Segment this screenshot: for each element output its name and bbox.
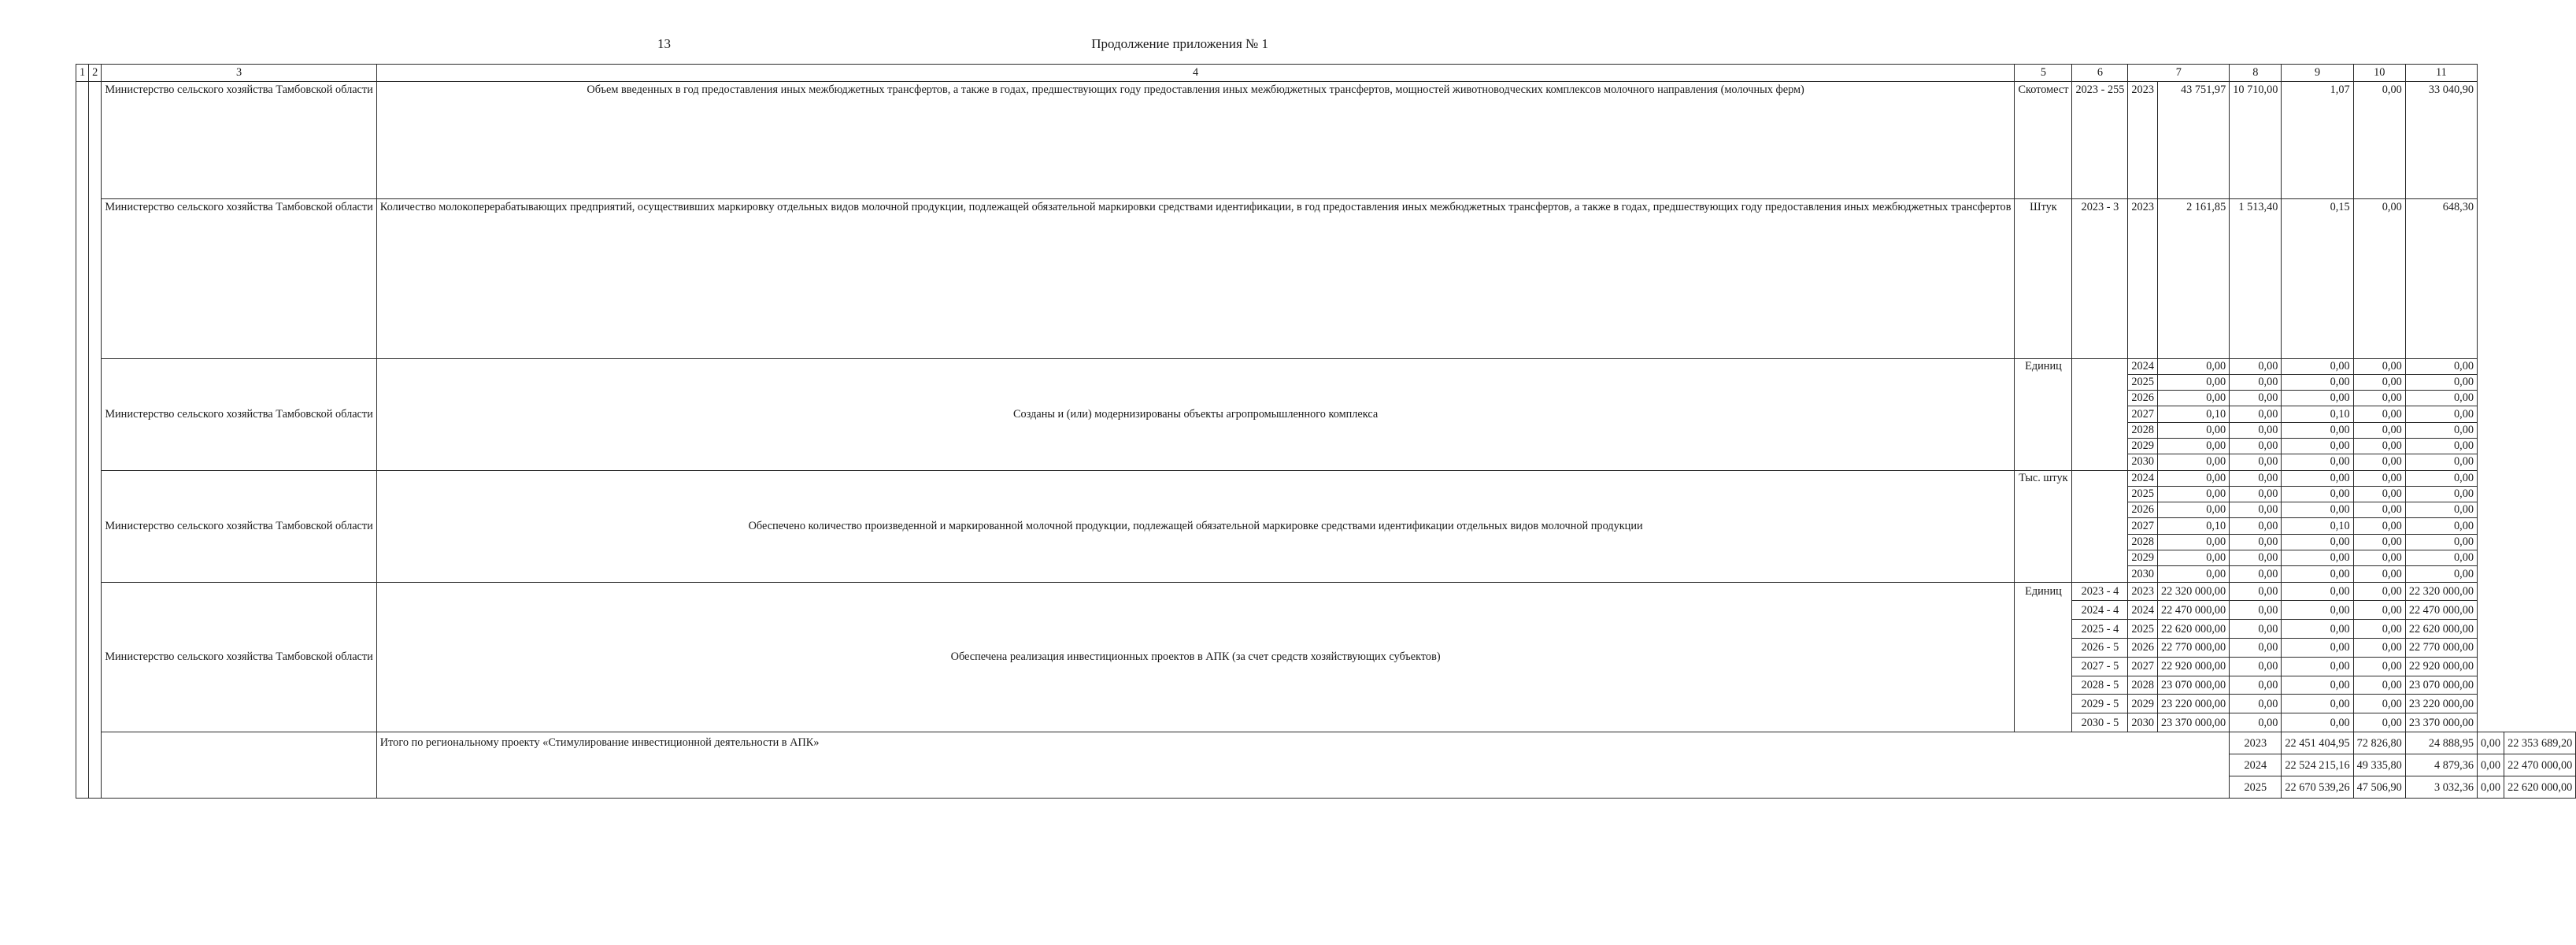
total-col7: 22 524 215,16 [2282, 754, 2353, 776]
value-col8: 0,00 [2230, 502, 2282, 518]
value-col8: 0,00 [2230, 406, 2282, 422]
unit-cell: Единиц [2015, 582, 2072, 732]
value-col11: 0,00 [2405, 406, 2477, 422]
value-col8: 0,00 [2230, 582, 2282, 601]
value-col7: 0,00 [2158, 422, 2230, 438]
year-cell: 2024 [2128, 358, 2158, 374]
org-cell: Министерство сельского хозяйства Тамбовской области [102, 470, 376, 582]
col-header-10: 10 [2353, 65, 2405, 82]
total-col7: 22 670 539,26 [2282, 776, 2353, 799]
indicator-cell: Обеспечено количество произведенной и маркированной молочной продукции, подлежащей обязательной маркировке средствами идентификации отдельных видов молочной продукции [376, 470, 2015, 582]
target-cell: 2027 - 5 [2072, 657, 2128, 676]
value-col11: 0,00 [2405, 374, 2477, 390]
cell-col1-blank [76, 81, 89, 799]
continuation-label: Продолжение приложения № 1 [1091, 36, 1268, 51]
value-col7: 22 320 000,00 [2158, 582, 2230, 601]
year-cell: 2026 [2128, 391, 2158, 406]
value-col9: 0,00 [2282, 422, 2353, 438]
column-number-row [76, 65, 2576, 82]
value-col8: 10 710,00 [2230, 81, 2282, 198]
year-cell: 2028 [2128, 676, 2158, 695]
value-col10: 0,00 [2353, 470, 2405, 486]
indicator-cell: Созданы и (или) модернизированы объекты агропромышленного комплекса [376, 358, 2015, 470]
unit-cell: Штук [2015, 198, 2072, 358]
col-header-3: 3 [102, 65, 376, 82]
page-number: 13 [657, 36, 671, 51]
unit-cell: Тыс. штук [2015, 470, 2072, 582]
value-col10: 0,00 [2353, 695, 2405, 713]
value-col8: 0,00 [2230, 454, 2282, 470]
value-col7: 0,00 [2158, 374, 2230, 390]
unit-cell: Скотомест [2015, 81, 2072, 198]
value-col8: 0,00 [2230, 438, 2282, 454]
cell-col2-blank [89, 81, 102, 799]
value-col9: 0,00 [2282, 502, 2353, 518]
value-col10: 0,00 [2353, 454, 2405, 470]
year-cell: 2024 [2128, 470, 2158, 486]
value-col9: 0,00 [2282, 454, 2353, 470]
value-col7: 22 620 000,00 [2158, 620, 2230, 639]
target-cell: 2023 - 3 [2072, 198, 2128, 358]
year-cell: 2028 [2128, 534, 2158, 550]
table-row [76, 198, 2576, 358]
total-col10: 0,00 [2478, 776, 2504, 799]
year-cell: 2023 [2230, 732, 2282, 754]
value-col7: 23 220 000,00 [2158, 695, 2230, 713]
value-col8: 0,00 [2230, 358, 2282, 374]
value-col9: 0,10 [2282, 406, 2353, 422]
value-col10: 0,00 [2353, 657, 2405, 676]
value-col11: 0,00 [2405, 518, 2477, 534]
total-col1-blank [102, 732, 376, 799]
year-cell: 2027 [2128, 518, 2158, 534]
value-col7: 43 751,97 [2158, 81, 2230, 198]
value-col10: 0,00 [2353, 601, 2405, 620]
value-col11: 22 320 000,00 [2405, 582, 2477, 601]
value-col7: 0,00 [2158, 550, 2230, 566]
value-col10: 0,00 [2353, 358, 2405, 374]
col-header-8: 8 [2230, 65, 2282, 82]
target-cell: 2023 - 4 [2072, 582, 2128, 601]
value-col11: 33 040,90 [2405, 81, 2477, 198]
value-col11: 0,00 [2405, 486, 2477, 502]
value-col9: 0,00 [2282, 534, 2353, 550]
value-col8: 0,00 [2230, 486, 2282, 502]
year-cell: 2028 [2128, 422, 2158, 438]
value-col8: 0,00 [2230, 374, 2282, 390]
target-cell: 2026 - 5 [2072, 639, 2128, 658]
year-cell: 2027 [2128, 657, 2158, 676]
value-col10: 0,00 [2353, 438, 2405, 454]
year-cell: 2023 [2128, 81, 2158, 198]
value-col11: 648,30 [2405, 198, 2477, 358]
value-col8: 0,00 [2230, 391, 2282, 406]
value-col11: 0,00 [2405, 550, 2477, 566]
value-col9: 0,15 [2282, 198, 2353, 358]
value-col7: 0,00 [2158, 358, 2230, 374]
value-col7: 0,10 [2158, 406, 2230, 422]
value-col7: 0,00 [2158, 391, 2230, 406]
value-col11: 23 070 000,00 [2405, 676, 2477, 695]
value-col9: 0,00 [2282, 657, 2353, 676]
value-col9: 0,00 [2282, 438, 2353, 454]
col-header-5: 5 [2015, 65, 2072, 82]
col-header-7: 7 [2128, 65, 2230, 82]
value-col8: 0,00 [2230, 470, 2282, 486]
year-cell: 2030 [2128, 566, 2158, 582]
org-cell: Министерство сельского хозяйства Тамбовской области [102, 198, 376, 358]
value-col7: 23 370 000,00 [2158, 713, 2230, 732]
indicator-cell: Обеспечена реализация инвестиционных проектов в АПК (за счет средств хозяйствующих субъектов) [376, 582, 2015, 732]
total-col11: 22 620 000,00 [2504, 776, 2576, 799]
table-row [76, 582, 2576, 601]
value-col11: 22 920 000,00 [2405, 657, 2477, 676]
col-header-9: 9 [2282, 65, 2353, 82]
value-col11: 22 770 000,00 [2405, 639, 2477, 658]
year-cell: 2025 [2128, 486, 2158, 502]
value-col9: 0,00 [2282, 550, 2353, 566]
value-col7: 22 770 000,00 [2158, 639, 2230, 658]
value-col11: 22 470 000,00 [2405, 601, 2477, 620]
value-col9: 0,00 [2282, 566, 2353, 582]
col-header-6: 6 [2072, 65, 2128, 82]
total-col7: 22 451 404,95 [2282, 732, 2353, 754]
value-col10: 0,00 [2353, 518, 2405, 534]
value-col8: 0,00 [2230, 695, 2282, 713]
year-cell: 2026 [2128, 502, 2158, 518]
value-col11: 0,00 [2405, 566, 2477, 582]
value-col9: 0,00 [2282, 582, 2353, 601]
value-col10: 0,00 [2353, 534, 2405, 550]
value-col10: 0,00 [2353, 198, 2405, 358]
value-col7: 22 920 000,00 [2158, 657, 2230, 676]
value-col7: 0,00 [2158, 534, 2230, 550]
value-col11: 0,00 [2405, 502, 2477, 518]
year-cell: 2027 [2128, 406, 2158, 422]
col-header-11: 11 [2405, 65, 2477, 82]
value-col11: 0,00 [2405, 358, 2477, 374]
value-col9: 0,10 [2282, 518, 2353, 534]
indicator-cell: Объем введенных в год предоставления иных межбюджетных трансфертов, а также в годах, предшествующих году предоставления иных межбюджетных трансфертов, мощностей животноводческих комплексов молочного направления (молочных ферм) [376, 81, 2015, 198]
year-cell: 2025 [2230, 776, 2282, 799]
target-cell: 2023 - 255 [2072, 81, 2128, 198]
org-cell: Министерство сельского хозяйства Тамбовской области [102, 81, 376, 198]
total-col9: 24 888,95 [2405, 732, 2477, 754]
value-col9: 0,00 [2282, 695, 2353, 713]
budget-table [76, 64, 2576, 799]
target-cell [2072, 358, 2128, 470]
value-col8: 0,00 [2230, 566, 2282, 582]
total-col11: 22 470 000,00 [2504, 754, 2576, 776]
value-col11: 0,00 [2405, 454, 2477, 470]
value-col11: 22 620 000,00 [2405, 620, 2477, 639]
value-col7: 0,00 [2158, 502, 2230, 518]
value-col7: 0,00 [2158, 566, 2230, 582]
indicator-cell: Количество молокоперерабатывающих предприятий, осуществивших маркировку отдельных видов молочной продукции, подлежащей обязательной маркировки средствами идентификации, в год предоставления иных межбюджетных трансфертов, а также в годах, предшествующих году предоставления иных межбюджетных трансфертов [376, 198, 2015, 358]
target-cell: 2024 - 4 [2072, 601, 2128, 620]
target-cell: 2025 - 4 [2072, 620, 2128, 639]
col-header-1: 1 [76, 65, 89, 82]
total-col8: 49 335,80 [2353, 754, 2405, 776]
value-col10: 0,00 [2353, 422, 2405, 438]
year-cell: 2024 [2230, 754, 2282, 776]
total-col10: 0,00 [2478, 754, 2504, 776]
value-col9: 0,00 [2282, 374, 2353, 390]
year-cell: 2026 [2128, 639, 2158, 658]
year-cell: 2023 [2128, 582, 2158, 601]
value-col9: 0,00 [2282, 470, 2353, 486]
value-col8: 0,00 [2230, 657, 2282, 676]
value-col10: 0,00 [2353, 676, 2405, 695]
value-col9: 1,07 [2282, 81, 2353, 198]
year-cell: 2025 [2128, 374, 2158, 390]
value-col10: 0,00 [2353, 374, 2405, 390]
value-col8: 0,00 [2230, 676, 2282, 695]
total-col9: 4 879,36 [2405, 754, 2477, 776]
col-header-4: 4 [376, 65, 2015, 82]
value-col9: 0,00 [2282, 358, 2353, 374]
table-row [76, 470, 2576, 486]
target-cell: 2028 - 5 [2072, 676, 2128, 695]
value-col10: 0,00 [2353, 639, 2405, 658]
total-col8: 47 506,90 [2353, 776, 2405, 799]
value-col10: 0,00 [2353, 391, 2405, 406]
value-col7: 0,00 [2158, 454, 2230, 470]
value-col11: 0,00 [2405, 422, 2477, 438]
unit-cell: Единиц [2015, 358, 2072, 470]
value-col11: 0,00 [2405, 470, 2477, 486]
value-col10: 0,00 [2353, 713, 2405, 732]
value-col10: 0,00 [2353, 502, 2405, 518]
value-col11: 23 370 000,00 [2405, 713, 2477, 732]
value-col7: 2 161,85 [2158, 198, 2230, 358]
col-header-2: 2 [89, 65, 102, 82]
value-col7: 0,00 [2158, 486, 2230, 502]
table-row [76, 358, 2576, 374]
value-col9: 0,00 [2282, 601, 2353, 620]
target-cell: 2029 - 5 [2072, 695, 2128, 713]
total-col11: 22 353 689,20 [2504, 732, 2576, 754]
value-col8: 0,00 [2230, 620, 2282, 639]
value-col10: 0,00 [2353, 582, 2405, 601]
value-col9: 0,00 [2282, 486, 2353, 502]
org-cell: Министерство сельского хозяйства Тамбовской области [102, 358, 376, 470]
org-cell: Министерство сельского хозяйства Тамбовской области [102, 582, 376, 732]
value-col9: 0,00 [2282, 391, 2353, 406]
value-col8: 0,00 [2230, 534, 2282, 550]
value-col7: 22 470 000,00 [2158, 601, 2230, 620]
target-cell [2072, 470, 2128, 582]
value-col8: 0,00 [2230, 713, 2282, 732]
table-row [76, 81, 2576, 198]
year-cell: 2029 [2128, 550, 2158, 566]
value-col7: 23 070 000,00 [2158, 676, 2230, 695]
total-row [76, 732, 2576, 754]
value-col8: 0,00 [2230, 422, 2282, 438]
value-col10: 0,00 [2353, 486, 2405, 502]
value-col8: 0,00 [2230, 601, 2282, 620]
total-col10: 0,00 [2478, 732, 2504, 754]
value-col11: 23 220 000,00 [2405, 695, 2477, 713]
value-col10: 0,00 [2353, 81, 2405, 198]
target-cell: 2030 - 5 [2072, 713, 2128, 732]
value-col7: 0,00 [2158, 470, 2230, 486]
value-col11: 0,00 [2405, 534, 2477, 550]
value-col10: 0,00 [2353, 550, 2405, 566]
value-col9: 0,00 [2282, 713, 2353, 732]
total-col9: 3 032,36 [2405, 776, 2477, 799]
year-cell: 2024 [2128, 601, 2158, 620]
year-cell: 2030 [2128, 713, 2158, 732]
total-col8: 72 826,80 [2353, 732, 2405, 754]
year-cell: 2030 [2128, 454, 2158, 470]
value-col11: 0,00 [2405, 391, 2477, 406]
year-cell: 2029 [2128, 695, 2158, 713]
value-col9: 0,00 [2282, 639, 2353, 658]
value-col11: 0,00 [2405, 438, 2477, 454]
value-col9: 0,00 [2282, 676, 2353, 695]
value-col10: 0,00 [2353, 406, 2405, 422]
total-label: Итого по региональному проекту «Стимулирование инвестиционной деятельности в АПК» [376, 732, 2229, 799]
value-col9: 0,00 [2282, 620, 2353, 639]
value-col7: 0,10 [2158, 518, 2230, 534]
year-cell: 2029 [2128, 438, 2158, 454]
value-col10: 0,00 [2353, 620, 2405, 639]
value-col10: 0,00 [2353, 566, 2405, 582]
value-col7: 0,00 [2158, 438, 2230, 454]
year-cell: 2023 [2128, 198, 2158, 358]
value-col8: 0,00 [2230, 639, 2282, 658]
year-cell: 2025 [2128, 620, 2158, 639]
value-col8: 0,00 [2230, 550, 2282, 566]
value-col8: 0,00 [2230, 518, 2282, 534]
value-col8: 1 513,40 [2230, 198, 2282, 358]
